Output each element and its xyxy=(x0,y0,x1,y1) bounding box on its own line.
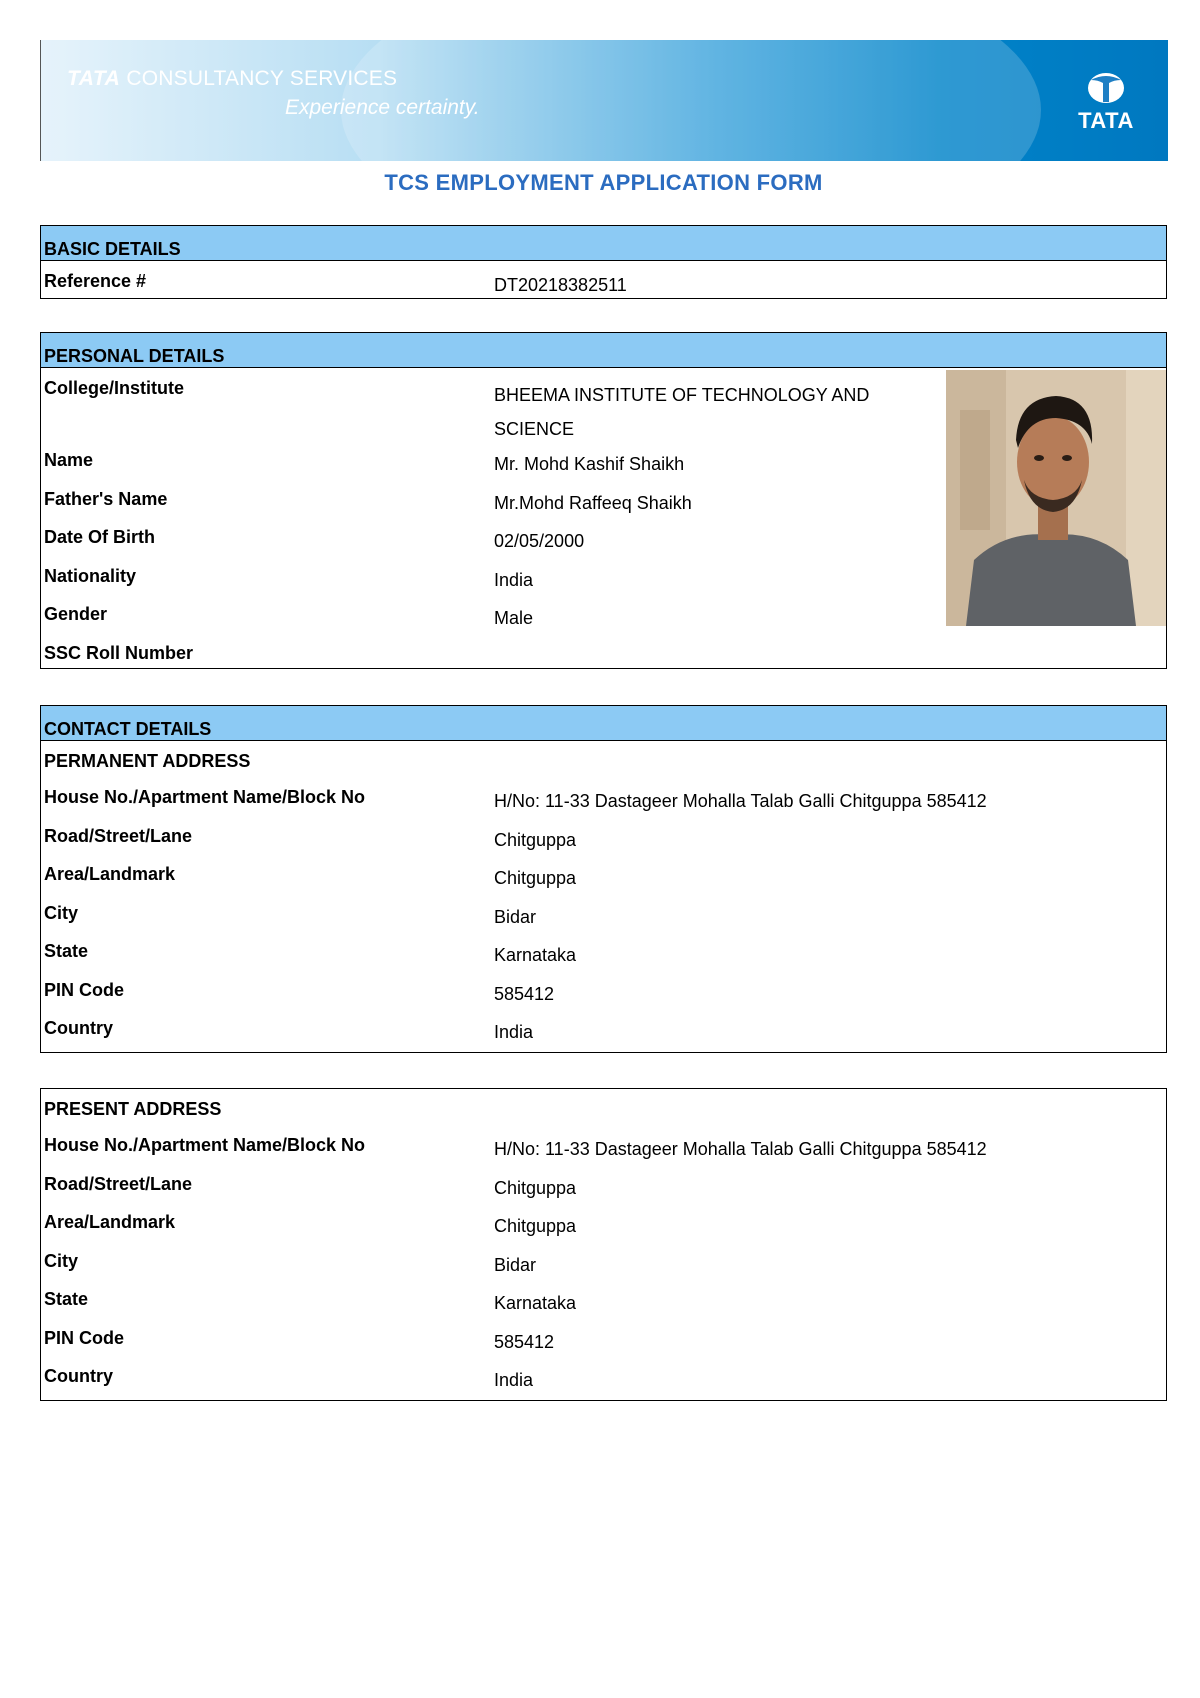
perm-road-label: Road/Street/Lane xyxy=(44,825,193,846)
address-row xyxy=(41,854,1166,893)
perm-pin-value: 585412 xyxy=(494,983,555,1004)
brand-tagline: Experience certainty. xyxy=(285,96,480,119)
father-name-label: Father's Name xyxy=(44,488,168,509)
pres-state-value: Karnataka xyxy=(494,1293,577,1313)
address-row xyxy=(41,1202,1166,1241)
pres-country-label: Country xyxy=(44,1366,113,1386)
contact-details-section xyxy=(40,705,1167,1053)
address-row xyxy=(41,893,1166,932)
present-address-title: PRESENT ADDRESS xyxy=(44,1099,222,1119)
pres-house-label: House No./Apartment Name/Block No xyxy=(44,1135,366,1155)
perm-country-value: India xyxy=(494,1022,534,1042)
dob-label: Date Of Birth xyxy=(44,527,156,547)
tata-logo-label: TATA xyxy=(1078,108,1134,133)
perm-area-value: Chitguppa xyxy=(494,868,577,888)
pres-road-value: Chitguppa xyxy=(494,1177,577,1198)
candidate-photo xyxy=(946,370,1166,626)
college-label: College/Institute xyxy=(44,378,185,398)
personal-details-section xyxy=(40,332,1167,669)
address-row xyxy=(41,931,1166,970)
pres-pin-value: 585412 xyxy=(494,1331,555,1352)
father-name-value: Mr.Mohd Raffeeq Shaikh xyxy=(494,492,692,513)
perm-state-value: Karnataka xyxy=(494,945,577,965)
college-value: BHEEMA INSTITUTE OF TECHNOLOGY AND SCIENCE xyxy=(494,385,870,439)
pres-area-label: Area/Landmark xyxy=(44,1212,176,1232)
name-value: Mr. Mohd Kashif Shaikh xyxy=(494,454,685,474)
pres-road-label: Road/Street/Lane xyxy=(44,1173,193,1194)
gender-value: Male xyxy=(494,608,534,628)
permanent-address-title: PERMANENT ADDRESS xyxy=(44,751,251,771)
address-row xyxy=(41,1279,1166,1318)
ssc-roll-label: SSC Roll Number xyxy=(44,642,194,663)
pres-state-label: State xyxy=(44,1289,89,1309)
candidate-photo-image xyxy=(946,370,1166,626)
brand-prefix: TATA xyxy=(67,67,121,90)
address-row xyxy=(41,1241,1166,1280)
reference-row xyxy=(41,261,1166,298)
perm-house-label: House No./Apartment Name/Block No xyxy=(44,787,366,807)
address-row xyxy=(41,777,1166,816)
perm-road-value: Chitguppa xyxy=(494,829,577,850)
contact-details-header: CONTACT DETAILS xyxy=(41,706,1166,741)
present-address-heading xyxy=(41,1089,1166,1125)
dob-value: 02/05/2000 xyxy=(494,531,585,551)
nationality-value: India xyxy=(494,569,534,590)
perm-area-label: Area/Landmark xyxy=(44,864,176,884)
reference-value: DT20218382511 xyxy=(494,275,627,295)
address-row xyxy=(41,1164,1166,1203)
pres-house-value: H/No: 11-33 Dastageer Mohalla Talab Galli Chitguppa 585412 xyxy=(494,1139,987,1159)
address-row xyxy=(41,1125,1166,1164)
reference-label: Reference # xyxy=(44,271,147,291)
address-row xyxy=(41,1318,1166,1357)
personal-row xyxy=(41,633,1166,667)
present-address-section xyxy=(40,1088,1167,1401)
permanent-address-heading xyxy=(41,741,1166,777)
pres-country-value: India xyxy=(494,1370,534,1390)
perm-house-value: H/No: 11-33 Dastageer Mohalla Talab Galli Chitguppa 585412 xyxy=(494,791,987,811)
pres-area-value: Chitguppa xyxy=(494,1216,577,1236)
basic-details-header: BASIC DETAILS xyxy=(41,226,1166,261)
perm-city-value: Bidar xyxy=(494,906,537,927)
address-row xyxy=(41,1356,1166,1390)
address-row xyxy=(41,816,1166,855)
personal-details-header: PERSONAL DETAILS xyxy=(41,333,1166,368)
address-row xyxy=(41,970,1166,1009)
name-label: Name xyxy=(44,450,94,470)
tcs-banner xyxy=(40,40,1168,161)
perm-pin-label: PIN Code xyxy=(44,979,125,1000)
perm-state-label: State xyxy=(44,941,89,961)
tata-logo-icon xyxy=(1070,68,1142,134)
brand-rest: CONSULTANCY SERVICES xyxy=(126,67,398,90)
perm-city-label: City xyxy=(44,902,79,923)
nationality-label: Nationality xyxy=(44,565,137,586)
basic-details-section xyxy=(40,225,1167,299)
tata-emblem-icon xyxy=(1070,68,1142,110)
gender-label: Gender xyxy=(44,604,108,624)
pres-city-value: Bidar xyxy=(494,1254,537,1275)
perm-country-label: Country xyxy=(44,1018,113,1038)
form-title: TCS EMPLOYMENT APPLICATION FORM xyxy=(384,170,823,195)
address-row xyxy=(41,1008,1166,1042)
pres-pin-label: PIN Code xyxy=(44,1327,125,1348)
brand-name xyxy=(67,67,397,91)
pres-city-label: City xyxy=(44,1250,79,1271)
